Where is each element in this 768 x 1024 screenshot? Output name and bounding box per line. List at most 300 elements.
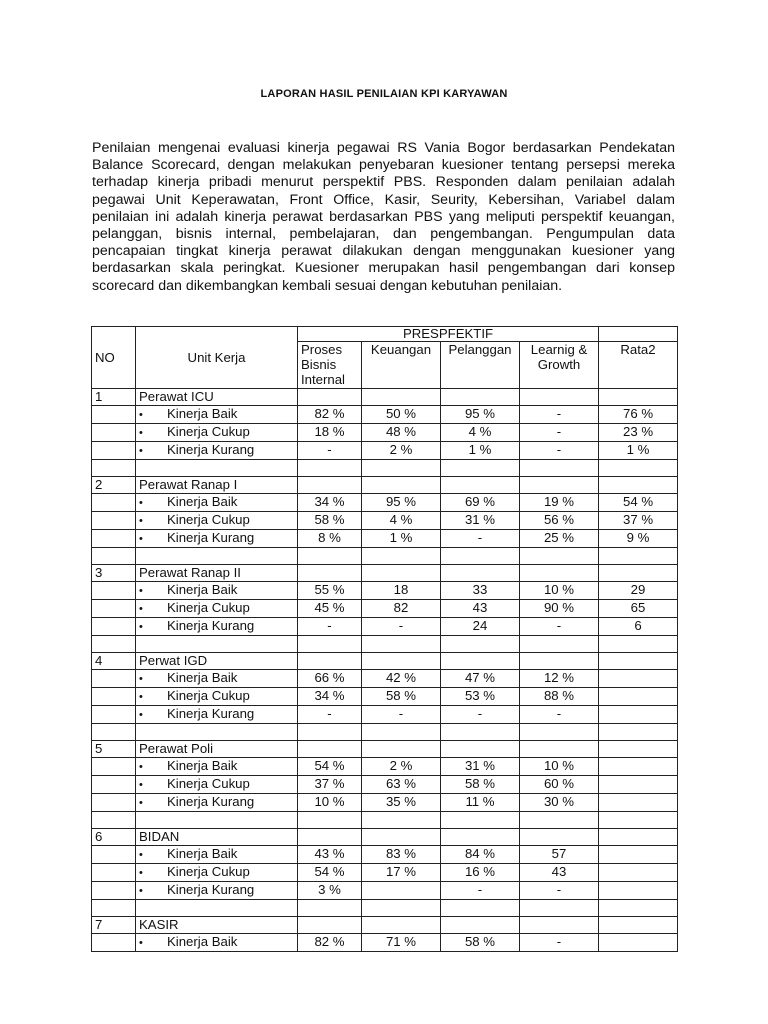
bullet-icon: • [139, 849, 143, 861]
empty-cell [136, 636, 298, 653]
group-unit-name: Perawat Ranap I [136, 477, 298, 494]
row-label-cell [136, 600, 298, 618]
empty-cell [520, 812, 599, 829]
value-pelanggan: 16 % [441, 864, 520, 882]
no-cell [92, 794, 136, 812]
value-rata: 9 % [599, 530, 678, 548]
empty-cell [362, 724, 441, 741]
value-proses: 82 % [298, 406, 362, 424]
value-rata: 65 [599, 600, 678, 618]
empty-cell [298, 565, 362, 582]
row-label: Kinerja Baik [167, 758, 238, 773]
no-cell [92, 864, 136, 882]
value-keuangan: 82 [362, 600, 441, 618]
no-cell [92, 846, 136, 864]
empty-cell [599, 917, 678, 934]
no-cell [92, 582, 136, 600]
value-learning: 10 % [520, 758, 599, 776]
value-learning: - [520, 882, 599, 900]
empty-cell [441, 917, 520, 934]
value-keuangan: 17 % [362, 864, 441, 882]
no-cell [92, 706, 136, 724]
no-cell [92, 882, 136, 900]
spacer-row [92, 636, 678, 653]
value-learning: 25 % [520, 530, 599, 548]
value-rata: 1 % [599, 442, 678, 460]
value-rata [599, 758, 678, 776]
row-label: Kinerja Baik [167, 670, 238, 685]
empty-cell [599, 548, 678, 565]
bullet-icon: • [139, 673, 143, 685]
row-label-cell [136, 882, 298, 900]
row-label: Kinerja Cukup [167, 512, 250, 527]
bullet-icon: • [139, 497, 143, 509]
value-pelanggan: 47 % [441, 670, 520, 688]
table-row [92, 582, 678, 600]
no-cell [92, 494, 136, 512]
no-cell [92, 424, 136, 442]
value-learning: - [520, 618, 599, 636]
value-learning: 56 % [520, 512, 599, 530]
group-unit-name: Perwat IGD [136, 653, 298, 670]
empty-cell [298, 812, 362, 829]
empty-cell [362, 389, 441, 406]
value-pelanggan: 33 [441, 582, 520, 600]
empty-cell [298, 829, 362, 846]
spacer-row [92, 548, 678, 565]
empty-cell [520, 477, 599, 494]
value-keuangan: 50 % [362, 406, 441, 424]
spacer-row [92, 900, 678, 917]
table-group-row [92, 829, 678, 846]
value-pelanggan: 53 % [441, 688, 520, 706]
value-proses: 18 % [298, 424, 362, 442]
value-rata [599, 670, 678, 688]
value-keuangan: 95 % [362, 494, 441, 512]
empty-cell [298, 636, 362, 653]
empty-cell [520, 548, 599, 565]
empty-cell [599, 460, 678, 477]
row-label: Kinerja Cukup [167, 688, 250, 703]
empty-cell [298, 460, 362, 477]
row-label: Kinerja Cukup [167, 864, 250, 879]
value-keuangan: 18 [362, 582, 441, 600]
row-label-cell [136, 670, 298, 688]
value-keuangan: 4 % [362, 512, 441, 530]
header-keuangan: Keuangan [362, 342, 441, 389]
empty-cell [441, 389, 520, 406]
value-keuangan: 35 % [362, 794, 441, 812]
value-pelanggan: 31 % [441, 512, 520, 530]
group-unit-name: Perawat ICU [136, 389, 298, 406]
group-unit-name: Perawat Poli [136, 741, 298, 758]
empty-cell [441, 900, 520, 917]
empty-cell [520, 636, 599, 653]
empty-cell [298, 917, 362, 934]
empty-cell [362, 477, 441, 494]
group-number: 7 [92, 917, 136, 934]
empty-cell [441, 477, 520, 494]
row-label-cell [136, 688, 298, 706]
row-label-cell [136, 846, 298, 864]
value-proses: 3 % [298, 882, 362, 900]
value-rata [599, 794, 678, 812]
group-unit-name: Perawat Ranap II [136, 565, 298, 582]
value-learning: - [520, 424, 599, 442]
no-cell [92, 934, 136, 952]
bullet-icon: • [139, 937, 143, 949]
header-rata2: Rata2 [599, 342, 678, 389]
bullet-icon: • [139, 797, 143, 809]
table-row [92, 794, 678, 812]
empty-cell [441, 548, 520, 565]
bullet-icon: • [139, 445, 143, 457]
table-group-row [92, 653, 678, 670]
value-learning: 30 % [520, 794, 599, 812]
value-pelanggan: - [441, 530, 520, 548]
table-row [92, 442, 678, 460]
table-row [92, 706, 678, 724]
row-label-cell [136, 530, 298, 548]
value-rata [599, 688, 678, 706]
empty-cell [599, 477, 678, 494]
empty-cell [599, 741, 678, 758]
empty-cell [136, 724, 298, 741]
group-number: 3 [92, 565, 136, 582]
empty-cell [599, 653, 678, 670]
row-label: Kinerja Baik [167, 934, 238, 949]
group-number: 4 [92, 653, 136, 670]
value-keuangan: 2 % [362, 758, 441, 776]
bullet-icon: • [139, 427, 143, 439]
table-row [92, 934, 678, 952]
bullet-icon: • [139, 409, 143, 421]
row-label-cell [136, 776, 298, 794]
empty-cell [92, 724, 136, 741]
value-learning: 88 % [520, 688, 599, 706]
table-group-row [92, 741, 678, 758]
empty-cell [362, 636, 441, 653]
header-learning-growth [520, 342, 599, 389]
kpi-table-body [92, 327, 678, 952]
value-keuangan: 2 % [362, 442, 441, 460]
empty-cell [599, 565, 678, 582]
empty-cell [298, 389, 362, 406]
value-keuangan: 48 % [362, 424, 441, 442]
value-keuangan: 83 % [362, 846, 441, 864]
row-label: Kinerja Cukup [167, 600, 250, 615]
empty-cell [599, 829, 678, 846]
table-group-row [92, 917, 678, 934]
empty-cell [298, 477, 362, 494]
row-label: Kinerja Baik [167, 494, 238, 509]
header-empty [599, 327, 678, 342]
row-label: Kinerja Cukup [167, 776, 250, 791]
value-keuangan: - [362, 618, 441, 636]
table-row [92, 424, 678, 442]
group-number: 6 [92, 829, 136, 846]
empty-cell [441, 724, 520, 741]
value-keuangan: 71 % [362, 934, 441, 952]
table-row [92, 776, 678, 794]
value-pelanggan: 58 % [441, 776, 520, 794]
table-group-row [92, 565, 678, 582]
empty-cell [441, 653, 520, 670]
value-pelanggan: 4 % [441, 424, 520, 442]
value-learning: 43 [520, 864, 599, 882]
spacer-row [92, 460, 678, 477]
spacer-row [92, 724, 678, 741]
no-cell [92, 670, 136, 688]
value-proses: 34 % [298, 494, 362, 512]
value-proses: 43 % [298, 846, 362, 864]
value-proses: 54 % [298, 758, 362, 776]
no-cell [92, 530, 136, 548]
value-proses: 54 % [298, 864, 362, 882]
empty-cell [599, 389, 678, 406]
empty-cell [136, 548, 298, 565]
kpi-table [91, 326, 678, 952]
no-cell [92, 618, 136, 636]
value-keuangan: - [362, 706, 441, 724]
no-cell [92, 776, 136, 794]
table-row [92, 494, 678, 512]
empty-cell [441, 741, 520, 758]
empty-cell [520, 917, 599, 934]
row-label: Kinerja Cukup [167, 424, 250, 439]
bullet-icon: • [139, 761, 143, 773]
value-learning: 19 % [520, 494, 599, 512]
value-rata [599, 846, 678, 864]
row-label: Kinerja Kurang [167, 706, 255, 721]
value-rata: 23 % [599, 424, 678, 442]
table-row [92, 530, 678, 548]
empty-cell [362, 812, 441, 829]
table-row [92, 688, 678, 706]
bullet-icon: • [139, 603, 143, 615]
empty-cell [362, 460, 441, 477]
table-row [92, 670, 678, 688]
value-proses: 8 % [298, 530, 362, 548]
no-cell [92, 442, 136, 460]
bullet-icon: • [139, 621, 143, 633]
value-proses: 66 % [298, 670, 362, 688]
empty-cell [362, 917, 441, 934]
row-label: Kinerja Kurang [167, 794, 255, 809]
value-learning: - [520, 406, 599, 424]
value-rata: 37 % [599, 512, 678, 530]
table-row [92, 600, 678, 618]
empty-cell [599, 812, 678, 829]
bullet-icon: • [139, 867, 143, 879]
empty-cell [362, 741, 441, 758]
header-no: NO [92, 327, 136, 389]
header-perspektif: PRESPFEKTIF [298, 327, 599, 342]
empty-cell [298, 900, 362, 917]
empty-cell [441, 812, 520, 829]
value-keuangan [362, 882, 441, 900]
value-rata [599, 882, 678, 900]
row-label: Kinerja Kurang [167, 618, 255, 633]
value-pelanggan: 1 % [441, 442, 520, 460]
value-proses: 45 % [298, 600, 362, 618]
header-proses-line2: Bisnis [301, 357, 337, 372]
empty-cell [298, 741, 362, 758]
value-proses: - [298, 442, 362, 460]
row-label-cell [136, 442, 298, 460]
empty-cell [520, 724, 599, 741]
value-learning: 90 % [520, 600, 599, 618]
table-header-row [92, 327, 678, 342]
value-keuangan: 63 % [362, 776, 441, 794]
bullet-icon: • [139, 515, 143, 527]
header-learning-line2: Growth [537, 357, 581, 372]
value-pelanggan: 11 % [441, 794, 520, 812]
value-pelanggan: 84 % [441, 846, 520, 864]
value-proses: 58 % [298, 512, 362, 530]
spacer-row [92, 812, 678, 829]
row-label-cell [136, 706, 298, 724]
empty-cell [520, 829, 599, 846]
group-number: 1 [92, 389, 136, 406]
table-row [92, 618, 678, 636]
value-learning: 57 [520, 846, 599, 864]
table-group-row [92, 389, 678, 406]
empty-cell [298, 724, 362, 741]
row-label: Kinerja Baik [167, 406, 238, 421]
value-learning: 12 % [520, 670, 599, 688]
row-label-cell [136, 794, 298, 812]
value-rata [599, 934, 678, 952]
no-cell [92, 688, 136, 706]
row-label-cell [136, 582, 298, 600]
empty-cell [599, 636, 678, 653]
empty-cell [298, 653, 362, 670]
row-label-cell [136, 512, 298, 530]
empty-cell [520, 460, 599, 477]
empty-cell [362, 565, 441, 582]
empty-cell [520, 389, 599, 406]
no-cell [92, 600, 136, 618]
empty-cell [136, 812, 298, 829]
empty-cell [92, 636, 136, 653]
header-pelanggan: Pelanggan [441, 342, 520, 389]
empty-cell [599, 724, 678, 741]
empty-cell [362, 829, 441, 846]
value-learning: 60 % [520, 776, 599, 794]
empty-cell [92, 812, 136, 829]
group-number: 2 [92, 477, 136, 494]
empty-cell [92, 548, 136, 565]
bullet-icon: • [139, 779, 143, 791]
value-rata: 54 % [599, 494, 678, 512]
value-learning: - [520, 442, 599, 460]
page-title: LAPORAN HASIL PENILAIAN KPI KARYAWAN [260, 88, 508, 100]
table-row [92, 864, 678, 882]
value-pelanggan: 31 % [441, 758, 520, 776]
value-pelanggan: 58 % [441, 934, 520, 952]
bullet-icon: • [139, 709, 143, 721]
table-group-row [92, 477, 678, 494]
value-learning: - [520, 934, 599, 952]
row-label: Kinerja Kurang [167, 442, 255, 457]
empty-cell [298, 548, 362, 565]
empty-cell [520, 565, 599, 582]
value-rata [599, 706, 678, 724]
value-rata [599, 776, 678, 794]
table-row [92, 758, 678, 776]
row-label: Kinerja Kurang [167, 882, 255, 897]
row-label-cell [136, 864, 298, 882]
intro-paragraph: Penilaian mengenai evaluasi kinerja pegawai RS Vania Bogor berdasarkan Pendekatan Balance Scorecard, dengan melakukan penyebaran kuesioner tentang persepsi mereka terhadap kinerja pribadi menurut perspektif PBS. Responden dalam penilaian adalah pegawai Unit Keperawatan, Front Office, Kasir, Seurity, Kebersihan, Variabel dalam penilaian ini adalah kinerja perawat berdasarkan PBS yang meliputi perspektif keuangan, pelanggan, bisnis internal, pembelajaran, dan pengembangan. Pengumpulan data pencapaian tingkat kinerja perawat dilakukan dengan menggunakan kuesioner yang berdasarkan skala peringkat. Kuesioner merupakan hasil pengembangan dari konsep scorecard dan dikembangkan kembali sesuai dengan kebutuhan penilaian. [92, 140, 675, 294]
value-proses: 10 % [298, 794, 362, 812]
bullet-icon: • [139, 691, 143, 703]
header-unit-kerja: Unit Kerja [136, 327, 298, 389]
value-pelanggan: 95 % [441, 406, 520, 424]
value-rata: 6 [599, 618, 678, 636]
row-label-cell [136, 758, 298, 776]
empty-cell [441, 565, 520, 582]
empty-cell [92, 900, 136, 917]
value-proses: 55 % [298, 582, 362, 600]
group-unit-name: BIDAN [136, 829, 298, 846]
row-label-cell [136, 424, 298, 442]
empty-cell [92, 460, 136, 477]
value-pelanggan: 24 [441, 618, 520, 636]
value-rata: 29 [599, 582, 678, 600]
value-proses: - [298, 706, 362, 724]
value-pelanggan: - [441, 706, 520, 724]
row-label-cell [136, 494, 298, 512]
empty-cell [136, 460, 298, 477]
empty-cell [599, 900, 678, 917]
row-label: Kinerja Baik [167, 582, 238, 597]
table-row [92, 846, 678, 864]
empty-cell [362, 900, 441, 917]
value-pelanggan: - [441, 882, 520, 900]
value-learning: - [520, 706, 599, 724]
row-label-cell [136, 618, 298, 636]
no-cell [92, 406, 136, 424]
row-label-cell [136, 934, 298, 952]
value-proses: - [298, 618, 362, 636]
empty-cell [441, 460, 520, 477]
no-cell [92, 512, 136, 530]
header-proses-bisnis-internal [298, 342, 362, 389]
no-cell [92, 758, 136, 776]
value-pelanggan: 69 % [441, 494, 520, 512]
empty-cell [441, 829, 520, 846]
value-keuangan: 1 % [362, 530, 441, 548]
table-row [92, 512, 678, 530]
value-proses: 82 % [298, 934, 362, 952]
bullet-icon: • [139, 585, 143, 597]
bullet-icon: • [139, 533, 143, 545]
table-row [92, 406, 678, 424]
empty-cell [520, 900, 599, 917]
value-pelanggan: 43 [441, 600, 520, 618]
value-rata [599, 864, 678, 882]
row-label: Kinerja Kurang [167, 530, 255, 545]
value-proses: 37 % [298, 776, 362, 794]
value-rata: 76 % [599, 406, 678, 424]
empty-cell [520, 653, 599, 670]
empty-cell [520, 741, 599, 758]
header-proses-line3: Internal [301, 372, 345, 387]
value-keuangan: 58 % [362, 688, 441, 706]
row-label: Kinerja Baik [167, 846, 238, 861]
table-row [92, 882, 678, 900]
